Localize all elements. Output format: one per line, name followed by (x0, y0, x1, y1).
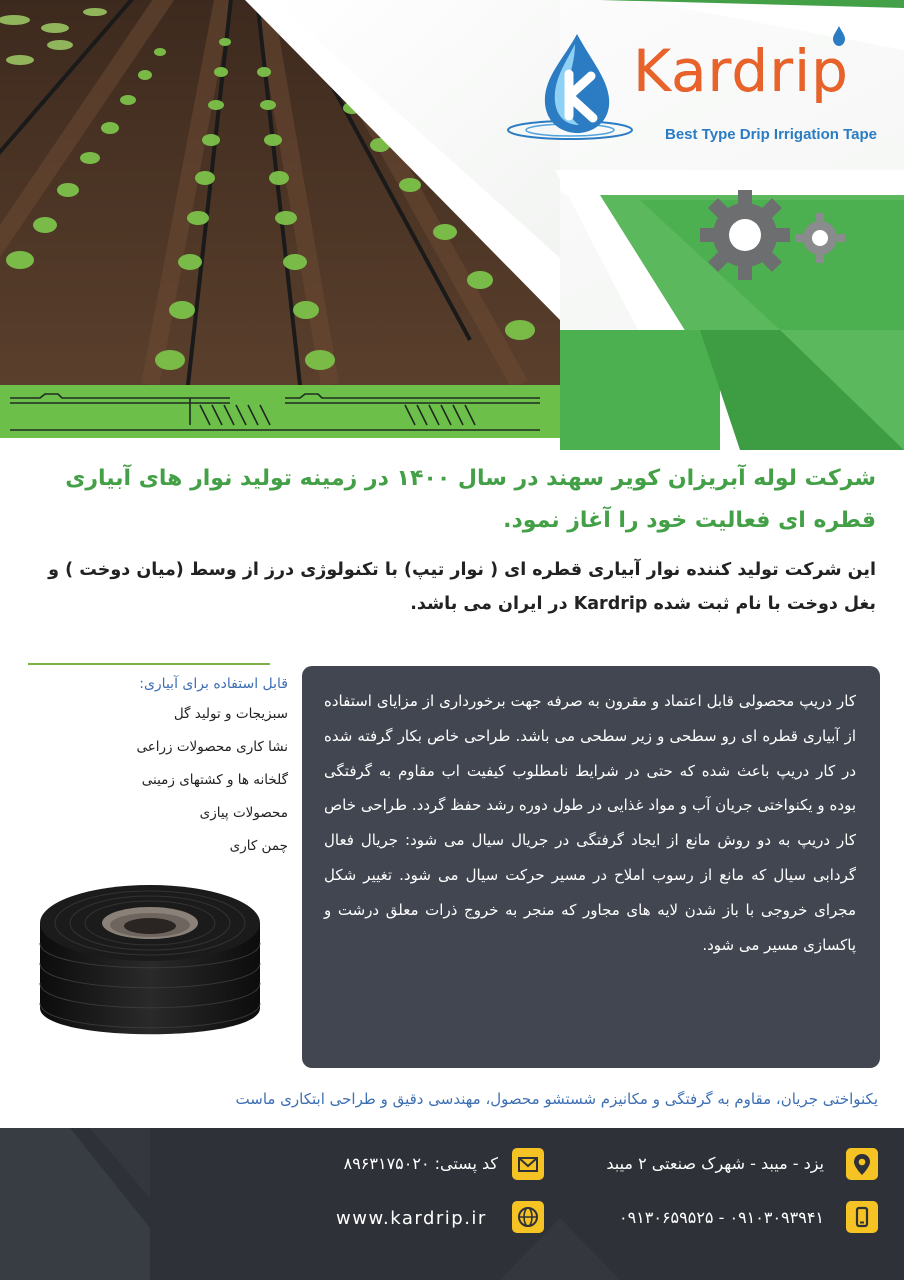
list-item: سبزیجات و تولید گل (173, 706, 288, 722)
list-item: محصولات پیازی (199, 805, 288, 821)
address-text: یزد - میبد - شهرک صنعتی ۲ میبد (606, 1154, 824, 1173)
drip-tape-reel-image (30, 868, 270, 1058)
list-item: نشا کاری محصولات زراعی (136, 739, 288, 755)
postal-code-text: کد پستی: ۸۹۶۳۱۷۵۰۲۰ (343, 1154, 498, 1173)
globe-icon (512, 1201, 544, 1233)
mail-icon (512, 1148, 544, 1180)
brand-tagline: Best Type Drip Irrigation Tape (665, 126, 877, 143)
uses-title: قابل استفاده برای آبیاری: (139, 676, 288, 692)
gear-icon (700, 190, 790, 280)
uses-divider (28, 663, 270, 665)
list-item: گلخانه ها و کشتهای زمینی (141, 772, 288, 788)
brand-logo (505, 30, 895, 155)
description-text: کار دریپ محصولی قابل اعتماد و مقرون به صرفه جهت برخورداری از مزایای استفاده از آبیاری قطره ای رو سطحی و زیر سطحی می باشد. طراحی خاص بکار گرفته شده در کار دریپ باعث شده که حتی در شرایط نامطلوب کیفیت اب مقاوم به گرفتگی بوده و یکنواختی جریان آب و مواد غذایی در طول دوره رشد حفظ گردد. طراحی خاص کار دریپ به دو روش مانع از ایجاد گرفتگی در جریال سیال می شود: جریال فعال گردابی سیال که مانع از رسوب املاح در مسیر حرکت سیال می شود. تغییر شکل مجرای خروجی با باز شدن لایه های مجاور که منجر به خروج ذرات معلق درشت و پاکسازی مسیر می شود. (324, 692, 856, 954)
brand-wordmark: Kardrip (633, 37, 849, 105)
description-box (302, 666, 880, 1068)
headline: شرکت لوله آبریزان کویر سهند در سال ۱۴۰۰ در زمینه تولید نوار های آبیاری قطره ای فعالیت خود را آغاز نمود. (65, 466, 876, 533)
phone-numbers: ۰۹۱۰۳۰۹۳۹۴۱ - ۰۹۱۳۰۶۵۹۵۲۵ (618, 1208, 824, 1227)
list-item: چمن کاری (229, 838, 288, 854)
contact-footer (0, 1128, 904, 1280)
uses-list (18, 676, 288, 863)
intro-paragraph: این شرکت تولید کننده نوار آبیاری قطره ای ( نوار تیپ) با تکنولوژی درز از وسط (میان دوخت ) و بغل دوخت با نام ثبت شده Kardrip در ایران می باشد. (48, 560, 876, 614)
phone-icon (846, 1201, 878, 1233)
website-link[interactable]: www.kardrip.ir (336, 1208, 487, 1229)
features-line: یکنواختی جریان، مقاوم به گرفتگی و مکانیزم شستشو محصول، مهندسی دقیق و طراحی ابتکاری ماست (235, 1090, 878, 1108)
water-drop-icon (505, 30, 635, 155)
map-pin-icon (846, 1148, 878, 1180)
